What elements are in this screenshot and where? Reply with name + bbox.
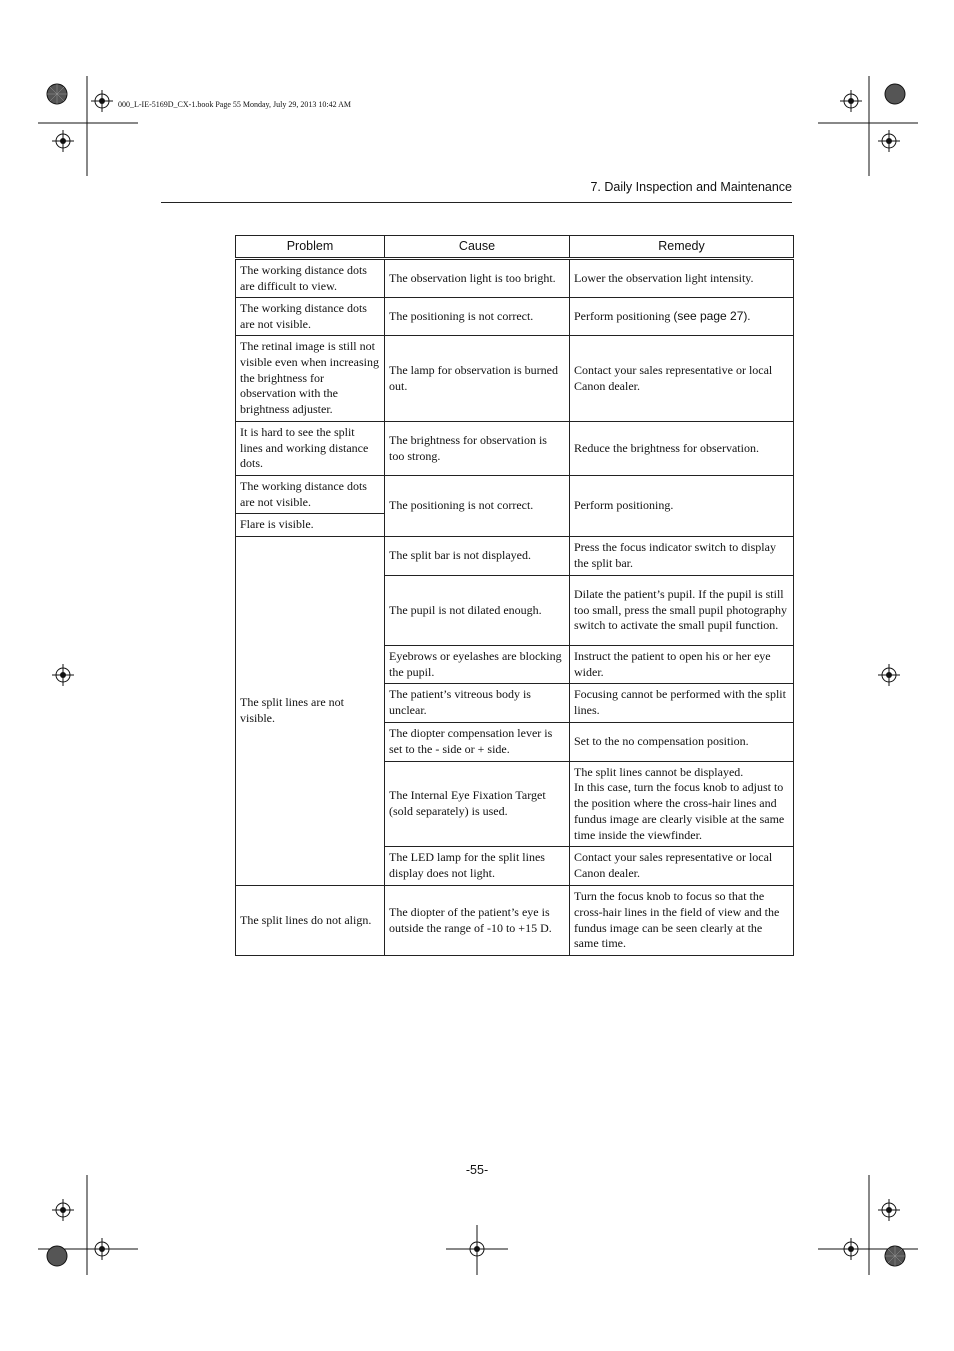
cause-cell: The brightness for observation is too strong.: [385, 422, 570, 476]
registration-mark-icon: [52, 664, 74, 686]
registration-mark-icon: [878, 1199, 900, 1221]
page-number: -55-: [465, 1163, 489, 1177]
remedy-cell: Contact your sales representative or local Canon dealer.: [570, 336, 794, 422]
registration-mark-icon: [91, 1238, 113, 1260]
problem-cell: The working distance dots are not visible.: [236, 476, 385, 514]
problem-cell: The working distance dots are not visible.: [236, 298, 385, 336]
cause-cell: The positioning is not correct.: [385, 298, 570, 336]
dot-mark-icon: [46, 1245, 68, 1267]
table-row: [236, 537, 794, 576]
problem-cell: Flare is visible.: [236, 514, 385, 537]
dot-mark-icon: [884, 83, 906, 105]
remedy-cell: Turn the focus knob to focus so that the cross-hair lines in the field of view and the fundus image can be seen clearly at the same time.: [570, 886, 794, 956]
remedy-cell: Perform positioning.: [570, 476, 794, 537]
cause-cell: The diopter of the patient’s eye is outside the range of -10 to +15 D.: [385, 886, 570, 956]
cause-cell: The split bar is not displayed.: [385, 537, 570, 576]
registration-mark-icon: [840, 90, 862, 112]
problem-cell: The retinal image is still not visible even when increasing the brightness for observation with the brightness adjuster.: [236, 336, 385, 422]
remedy-cell: Focusing cannot be performed with the split lines.: [570, 684, 794, 723]
registration-mark-icon: [466, 1238, 488, 1260]
problem-cell: The split lines do not align.: [236, 886, 385, 956]
remedy-cell: Contact your sales representative or local Canon dealer.: [570, 847, 794, 886]
cause-cell: The pupil is not dilated enough.: [385, 576, 570, 646]
chapter-title: 7. Daily Inspection and Maintenance: [590, 180, 792, 194]
column-header-remedy: Remedy: [570, 236, 794, 259]
registration-mark-icon: [52, 130, 74, 152]
column-header-problem: Problem: [236, 236, 385, 259]
header-divider: [161, 202, 792, 203]
column-header-cause: Cause: [385, 236, 570, 259]
cause-cell: The lamp for observation is burned out.: [385, 336, 570, 422]
registration-mark-icon: [878, 130, 900, 152]
remedy-cell: Lower the observation light intensity.: [570, 259, 794, 298]
remedy-cell: Set to the no compensation position.: [570, 723, 794, 762]
cause-cell: The diopter compensation lever is set to the - side or + side.: [385, 723, 570, 762]
cause-cell: The patient’s vitreous body is unclear.: [385, 684, 570, 723]
remedy-cell: [570, 298, 794, 336]
cause-cell: The Internal Eye Fixation Target (sold separately) is used.: [385, 762, 570, 847]
registration-mark-icon: [91, 90, 113, 112]
table-row: [236, 336, 794, 422]
cause-cell: The LED lamp for the split lines display does not light.: [385, 847, 570, 886]
table-row: [236, 476, 794, 514]
sunburst-dot-icon: [884, 1245, 906, 1267]
problem-cell: The working distance dots are difficult to view.: [236, 259, 385, 298]
remedy-cell: Instruct the patient to open his or her eye wider.: [570, 646, 794, 684]
remedy-cell: [570, 762, 794, 847]
registration-mark-icon: [52, 1199, 74, 1221]
remedy-text: Perform positioning: [574, 308, 674, 323]
remedy-line: The split lines cannot be displayed.: [574, 764, 744, 779]
cause-cell: Eyebrows or eyelashes are blocking the pupil.: [385, 646, 570, 684]
problem-cell: The split lines are not visible.: [236, 537, 385, 886]
cause-cell: The positioning is not correct.: [385, 476, 570, 537]
print-info: 000_L-IE-5169D_CX-1.book Page 55 Monday, July 29, 2013 10:42 AM: [118, 100, 352, 109]
remedy-cell: Press the focus indicator switch to display the split bar.: [570, 537, 794, 576]
troubleshooting-table: [235, 235, 794, 956]
remedy-line: In this case, turn the focus knob to adjust to the position where the cross-hair lines and fundus image are clearly visible at the same time inside the viewfinder.: [574, 780, 785, 842]
remedy-cell: Reduce the brightness for observation.: [570, 422, 794, 476]
remedy-cell: Dilate the patient’s pupil. If the pupil is still too small, press the small pupil photography switch to activate the small pupil function.: [570, 576, 794, 646]
sunburst-dot-icon: [46, 83, 68, 105]
table-row: [236, 886, 794, 956]
table-row: [236, 259, 794, 298]
remedy-text-end: .: [747, 308, 751, 323]
registration-mark-icon: [840, 1238, 862, 1260]
table-row: [236, 422, 794, 476]
table-row: [236, 298, 794, 336]
table-header-row: [236, 236, 794, 259]
registration-mark-icon: [878, 664, 900, 686]
page-reference-link[interactable]: (see page 27): [673, 308, 748, 323]
cause-cell: The observation light is too bright.: [385, 259, 570, 298]
problem-cell: It is hard to see the split lines and working distance dots.: [236, 422, 385, 476]
